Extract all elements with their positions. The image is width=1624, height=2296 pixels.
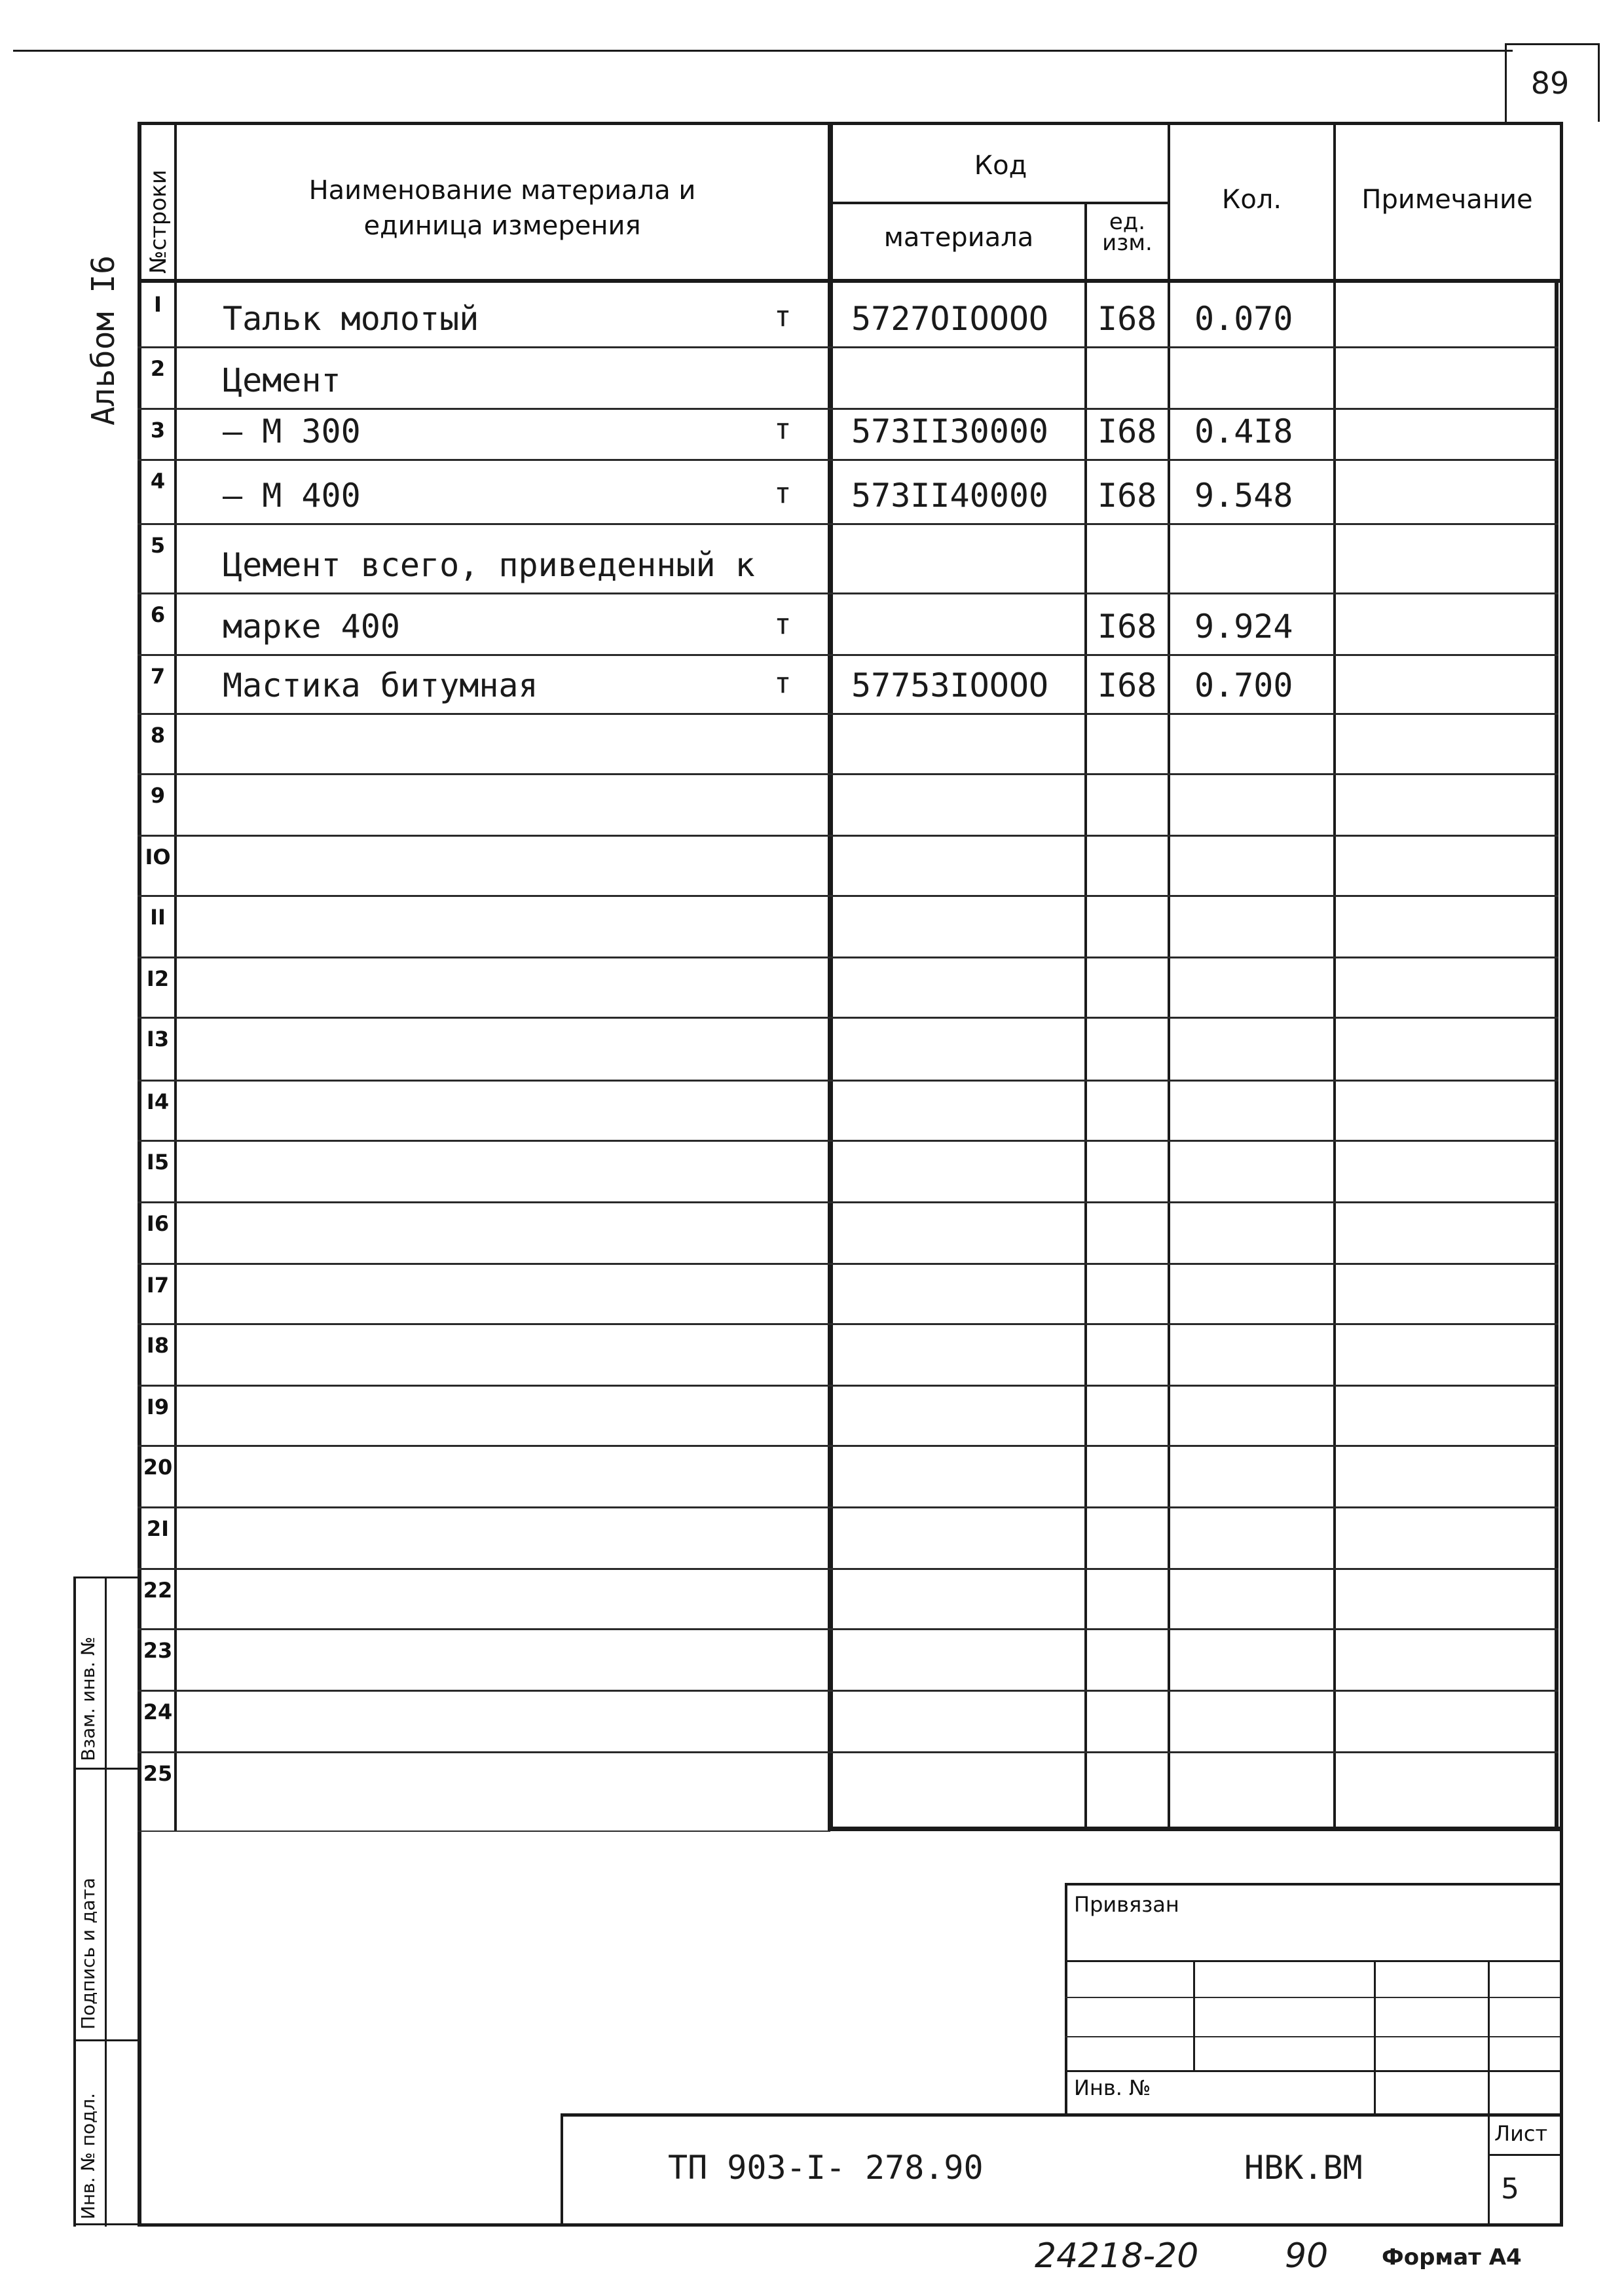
stamp-line-4 xyxy=(1065,2070,1560,2072)
stamp-line-3 xyxy=(1065,2036,1560,2037)
row-divider xyxy=(138,346,1559,348)
header-code: Код xyxy=(974,151,1027,181)
row-divider xyxy=(138,408,1559,410)
row-divider xyxy=(138,654,1559,656)
row-divider xyxy=(138,523,1559,525)
name-col-line xyxy=(828,122,833,1831)
row-number: 4 xyxy=(150,469,166,494)
unit-code: I68 xyxy=(1098,412,1157,450)
row-divider xyxy=(138,592,1559,594)
qty-col-line xyxy=(1333,122,1336,1831)
material-name: – М 300 xyxy=(223,412,361,450)
album-label: Альбом I6 xyxy=(85,255,122,426)
quantity: 9.924 xyxy=(1194,608,1293,646)
page-number-box-top xyxy=(1505,43,1600,45)
stamp-box-top xyxy=(1065,1883,1560,1886)
row-divider xyxy=(138,1751,1559,1753)
row-number: 25 xyxy=(143,1761,173,1786)
top-rule xyxy=(13,50,1513,52)
row-divider xyxy=(138,1323,1559,1325)
row-divider xyxy=(138,713,1559,715)
list-value: 5 xyxy=(1501,2172,1519,2206)
frame-top xyxy=(138,122,1563,125)
row-number: I8 xyxy=(146,1333,170,1358)
row-number: II xyxy=(150,905,166,930)
material-code: 573II30000 xyxy=(851,412,1049,450)
row-number: I5 xyxy=(146,1150,170,1175)
stamp-inv-no: Инв. № xyxy=(1074,2075,1151,2100)
page-number-box-left xyxy=(1505,43,1507,122)
handwritten-year: 90 xyxy=(1285,2236,1329,2276)
material-unit: т xyxy=(774,477,792,510)
row-number: IO xyxy=(145,845,171,869)
page-number-box-right xyxy=(1598,43,1600,122)
header-bottom xyxy=(138,279,1563,283)
material-code: 5727OIOOOO xyxy=(851,300,1049,338)
row-divider xyxy=(138,1080,1559,1082)
list-box-line xyxy=(1488,2154,1561,2156)
frame-bottom xyxy=(138,2223,1563,2227)
side-stamp-sep1 xyxy=(73,1768,139,1770)
row-number: 9 xyxy=(150,783,166,808)
list-label: Лист xyxy=(1494,2121,1548,2146)
row-number: 7 xyxy=(150,664,166,689)
material-name: Тальк молотый xyxy=(223,300,479,338)
row-divider xyxy=(138,459,1559,461)
material-unit: т xyxy=(774,412,792,446)
row-number: 8 xyxy=(150,723,166,748)
title-block-top xyxy=(561,2113,1562,2117)
side-label-vzam-inv: Взам. инв. № xyxy=(77,1636,99,1761)
row-number: 3 xyxy=(150,418,166,443)
code-sub-line xyxy=(828,202,1170,204)
row-number: I6 xyxy=(146,1211,170,1236)
doc-mark: НВК.ВМ xyxy=(1244,2149,1363,2187)
row-number: 22 xyxy=(143,1578,173,1603)
side-stamp-left xyxy=(73,1576,76,2227)
material-unit: т xyxy=(774,300,792,333)
row-number: 2I xyxy=(146,1516,170,1541)
row-divider xyxy=(138,1263,1559,1265)
side-stamp-bottom xyxy=(73,2223,139,2225)
format-label: Формат А4 xyxy=(1382,2244,1522,2270)
row-divider xyxy=(138,835,1559,837)
material-name: – М 400 xyxy=(223,477,361,515)
stamp-col-3 xyxy=(1488,1960,1490,2226)
frame-right xyxy=(1560,122,1563,2227)
row-number: 20 xyxy=(143,1455,173,1480)
material-unit: т xyxy=(774,608,792,641)
row-divider xyxy=(138,1140,1559,1142)
handwritten-number: 24218-20 xyxy=(1035,2236,1199,2276)
row-number: 24 xyxy=(143,1700,173,1724)
row-divider xyxy=(138,1628,1559,1630)
quantity: 0.4I8 xyxy=(1194,412,1293,450)
stamp-col-1 xyxy=(1193,1960,1195,2071)
material-name: Мастика битумная xyxy=(223,666,538,704)
stamp-privyazan: Привязан xyxy=(1074,1892,1179,1917)
table-bottom-left xyxy=(138,1831,830,1832)
header-code-unit-2: изм. xyxy=(1102,230,1153,256)
stamp-box-left xyxy=(1065,1883,1067,2115)
header-code-unit-1: ед. xyxy=(1109,209,1146,235)
row-divider xyxy=(138,1201,1559,1203)
row-divider xyxy=(138,1017,1559,1019)
row-number: 6 xyxy=(150,602,166,627)
side-stamp-sep2 xyxy=(73,2039,139,2041)
page-number: 89 xyxy=(1530,65,1570,101)
row-number: 23 xyxy=(143,1638,173,1663)
header-name-line1: Наименование материала и xyxy=(308,175,696,206)
stamp-line-1 xyxy=(1065,1960,1560,1962)
side-label-inv-podl: Инв. № подл. xyxy=(77,2092,99,2219)
header-row-no: №строки xyxy=(145,170,172,274)
material-unit: т xyxy=(774,666,792,700)
header-note: Примечание xyxy=(1361,185,1533,215)
row-number: I7 xyxy=(146,1273,170,1298)
unit-code: I68 xyxy=(1098,477,1157,515)
row-divider xyxy=(138,895,1559,897)
side-stamp-mid xyxy=(105,1576,107,2227)
quantity: 0.700 xyxy=(1194,666,1293,704)
header-name-line2: единица измерения xyxy=(363,211,641,241)
side-label-podpis: Подпись и дата xyxy=(77,1878,99,2030)
rownum-col-line xyxy=(174,122,177,1831)
row-number: 2 xyxy=(150,356,166,381)
material-name: марке 400 xyxy=(223,608,400,646)
row-number: I9 xyxy=(146,1394,170,1419)
row-number: I4 xyxy=(146,1089,170,1114)
stamp-col-2 xyxy=(1374,1960,1376,2115)
row-divider xyxy=(138,1385,1559,1387)
material-code: 573II40000 xyxy=(851,477,1049,515)
stamp-line-2 xyxy=(1065,1997,1560,1998)
row-divider xyxy=(138,773,1559,775)
ed-col-line xyxy=(1168,122,1170,1831)
row-divider xyxy=(138,1690,1559,1692)
header-code-material: материала xyxy=(883,223,1034,253)
title-block-left xyxy=(561,2113,563,2226)
row-divider xyxy=(138,1568,1559,1570)
side-stamp-top xyxy=(73,1576,139,1578)
unit-code: I68 xyxy=(1098,300,1157,338)
row-number: I3 xyxy=(146,1027,170,1051)
doc-code: ТП 903-I- 278.90 xyxy=(668,2149,984,2187)
header-qty: Кол. xyxy=(1221,185,1282,215)
unit-code: I68 xyxy=(1098,666,1157,704)
unit-code: I68 xyxy=(1098,608,1157,646)
material-name: Цемент всего, приведенный к xyxy=(223,546,755,584)
quantity: 9.548 xyxy=(1194,477,1293,515)
row-number: 5 xyxy=(150,533,166,558)
row-number: I xyxy=(154,292,162,317)
data-right-thick xyxy=(1555,279,1559,1831)
table-bottom xyxy=(828,1827,1560,1831)
row-number: I2 xyxy=(146,966,170,991)
row-divider xyxy=(138,957,1559,958)
row-divider xyxy=(138,1506,1559,1508)
material-code: 57753IOOOO xyxy=(851,666,1049,704)
quantity: 0.070 xyxy=(1194,300,1293,338)
material-name: Цемент xyxy=(223,361,341,399)
row-divider xyxy=(138,1445,1559,1447)
